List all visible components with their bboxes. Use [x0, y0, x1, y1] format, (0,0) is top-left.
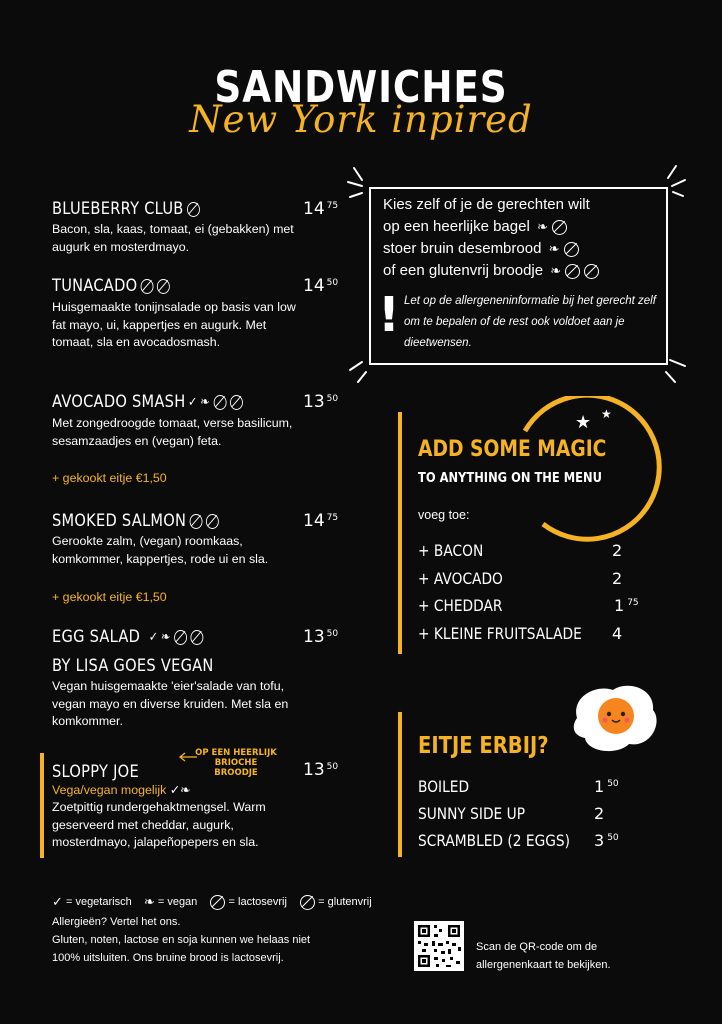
page-title: SANDWICHES [214, 62, 508, 113]
eggs-title: EITJE ERBIJ? [418, 733, 549, 759]
item-name-smoked-salmon: SMOKED SALMON [52, 511, 219, 531]
item-name-blueberry-club: BLUEBERRY CLUB [52, 199, 200, 219]
item-note: OP EEN HEERLIJK BRIOCHE BROODJE [195, 748, 277, 778]
item-price: 14 $^{75}$ [303, 511, 339, 531]
fried-egg-icon [567, 678, 663, 758]
egg-option-price: 2 [594, 804, 605, 823]
vegan-icon: ❧ [200, 394, 210, 410]
lactosefree-icon [565, 264, 580, 279]
lactosefree-icon [213, 395, 226, 410]
item-description: Met zongedroogde tomaat, verse basilicum, sesamzaadjes en (vegan) feta. [52, 416, 293, 448]
item-subtitle: Vega/vegan mogelijk ✓❧ [52, 783, 191, 797]
addon-price: 2 [612, 569, 623, 588]
info-box-note: Let op de allergeneninformatie bij het gerecht zelf om te bepalen of de rest ook voldoet aan je dieetwensen. [404, 295, 656, 349]
item-name-tunacado: TUNACADO [52, 276, 170, 296]
egg-option-name: BOILED [418, 777, 470, 796]
info-box-text: Kies zelf of je de gerechten wilt op een heerlijke bagel ❧ stoer bruin desembrood ❧ of een glutenvrij broodje ❧ [383, 194, 599, 282]
glutenfree-icon [584, 264, 599, 279]
exclamation-icon: ! [378, 287, 400, 343]
lactosefree-icon [174, 630, 187, 645]
glutenfree-icon [230, 395, 243, 410]
glutenfree-icon [187, 202, 200, 217]
magic-subtitle: TO ANYTHING ON THE MENU [418, 470, 602, 486]
item-description: Bacon, sla, kaas, tomaat, ei (gebakken) met augurk en mosterdmayo. [52, 222, 294, 254]
item-price: 13 $^{50}$ [303, 392, 339, 412]
item-extra: + gekookt eitje €1,50 [52, 471, 167, 485]
item-price: 14 $^{75}$ [303, 199, 339, 219]
vegetarian-icon: ✓ [148, 629, 159, 645]
glutenfree-icon [190, 630, 203, 645]
lactosefree-icon [564, 242, 579, 257]
accent-bar [398, 712, 402, 857]
addon-name: + BACON [418, 541, 484, 560]
item-price: 13 $^{50}$ [303, 627, 339, 647]
magic-title: ADD SOME MAGIC [418, 437, 607, 462]
vegan-icon: ❧ [550, 263, 562, 279]
svg-text:★: ★ [575, 412, 592, 432]
qr-code[interactable] [414, 921, 464, 971]
addon-name: + CHEDDAR [418, 596, 503, 615]
egg-option-name: SCRAMBLED (2 EGGS) [418, 831, 571, 850]
vegetarian-icon: ✓ [188, 394, 198, 410]
lactosefree-icon [190, 514, 203, 529]
svg-text:★: ★ [601, 407, 612, 421]
arrow-icon [178, 752, 198, 762]
item-name-avocado-smash: AVOCADO SMASH ✓ ❧ [52, 392, 243, 412]
item-name-sloppy-joe: SLOPPY JOE [52, 762, 139, 782]
accent-bar [40, 753, 44, 858]
item-name-egg-salad: EGG SALAD ✓ ❧ [52, 627, 203, 647]
glutenfree-icon [206, 514, 219, 529]
page-subtitle: New York inpired [189, 98, 533, 141]
addon-price: 2 [612, 541, 623, 560]
addon-name: + AVOCADO [418, 569, 503, 588]
vegan-icon: ❧ [160, 629, 171, 645]
addon-price: 1 $^{75}$ [614, 596, 639, 615]
addon-name: + KLEINE FRUITSALADE [418, 624, 582, 643]
egg-option-price: 3 $^{50}$ [594, 831, 619, 850]
item-extra: + gekookt eitje €1,50 [52, 590, 167, 604]
item-description: Zoetpittig rundergehaktmengsel. Warm geserveerd met cheddar, augurk, mosterdmayo, jalapeñopepers en sla. [52, 800, 266, 849]
egg-option-price: 1 $^{50}$ [594, 777, 619, 796]
glutenfree-icon [300, 895, 315, 910]
item-price: 13 $^{50}$ [303, 760, 339, 780]
allergy-notice: Allergieën? Vertel het ons. Gluten, noten, lactose en soja kunnen we helaas niet 100% uitsluiten. Ons bruine brood is lactosevrij. [52, 916, 311, 964]
addon-price: 4 [612, 624, 623, 643]
lactosefree-icon [141, 279, 154, 294]
magic-intro: voeg toe: [418, 508, 470, 522]
vegetarian-icon: ✓ [52, 894, 63, 910]
legend: ✓ = vegetarisch ❧ = vegan = lactosevrij = glutenvrij [52, 894, 372, 910]
item-price: 14 $^{50}$ [303, 276, 339, 296]
item-description: Gerookte zalm, (vegan) roomkaas, komkommer, kappertjes, rode ui en sla. [52, 534, 269, 566]
egg-option-name: SUNNY SIDE UP [418, 804, 526, 823]
item-description: Vegan huisgemaakte 'eier'salade van tofu, vegan mayo en diverse kruiden. Met sla en komkommer. [52, 679, 289, 728]
accent-bar [398, 412, 402, 654]
item-description: Huisgemaakte tonijnsalade op basis van low fat mayo, ui, kappertjes en augurk. Met tomaat, sla en avocadosmash. [52, 300, 296, 349]
vegan-icon: ❧ [548, 241, 560, 257]
vegan-icon: ❧ [536, 219, 548, 235]
glutenfree-icon [157, 279, 170, 294]
lactosefree-icon [552, 220, 567, 235]
lactosefree-icon [210, 895, 225, 910]
item-name-egg-salad-line2: BY LISA GOES VEGAN [52, 656, 214, 676]
qr-caption: Scan de QR-code om de allergenenkaart te bekijken. [476, 941, 611, 971]
vegan-icon: ❧ [143, 894, 155, 910]
